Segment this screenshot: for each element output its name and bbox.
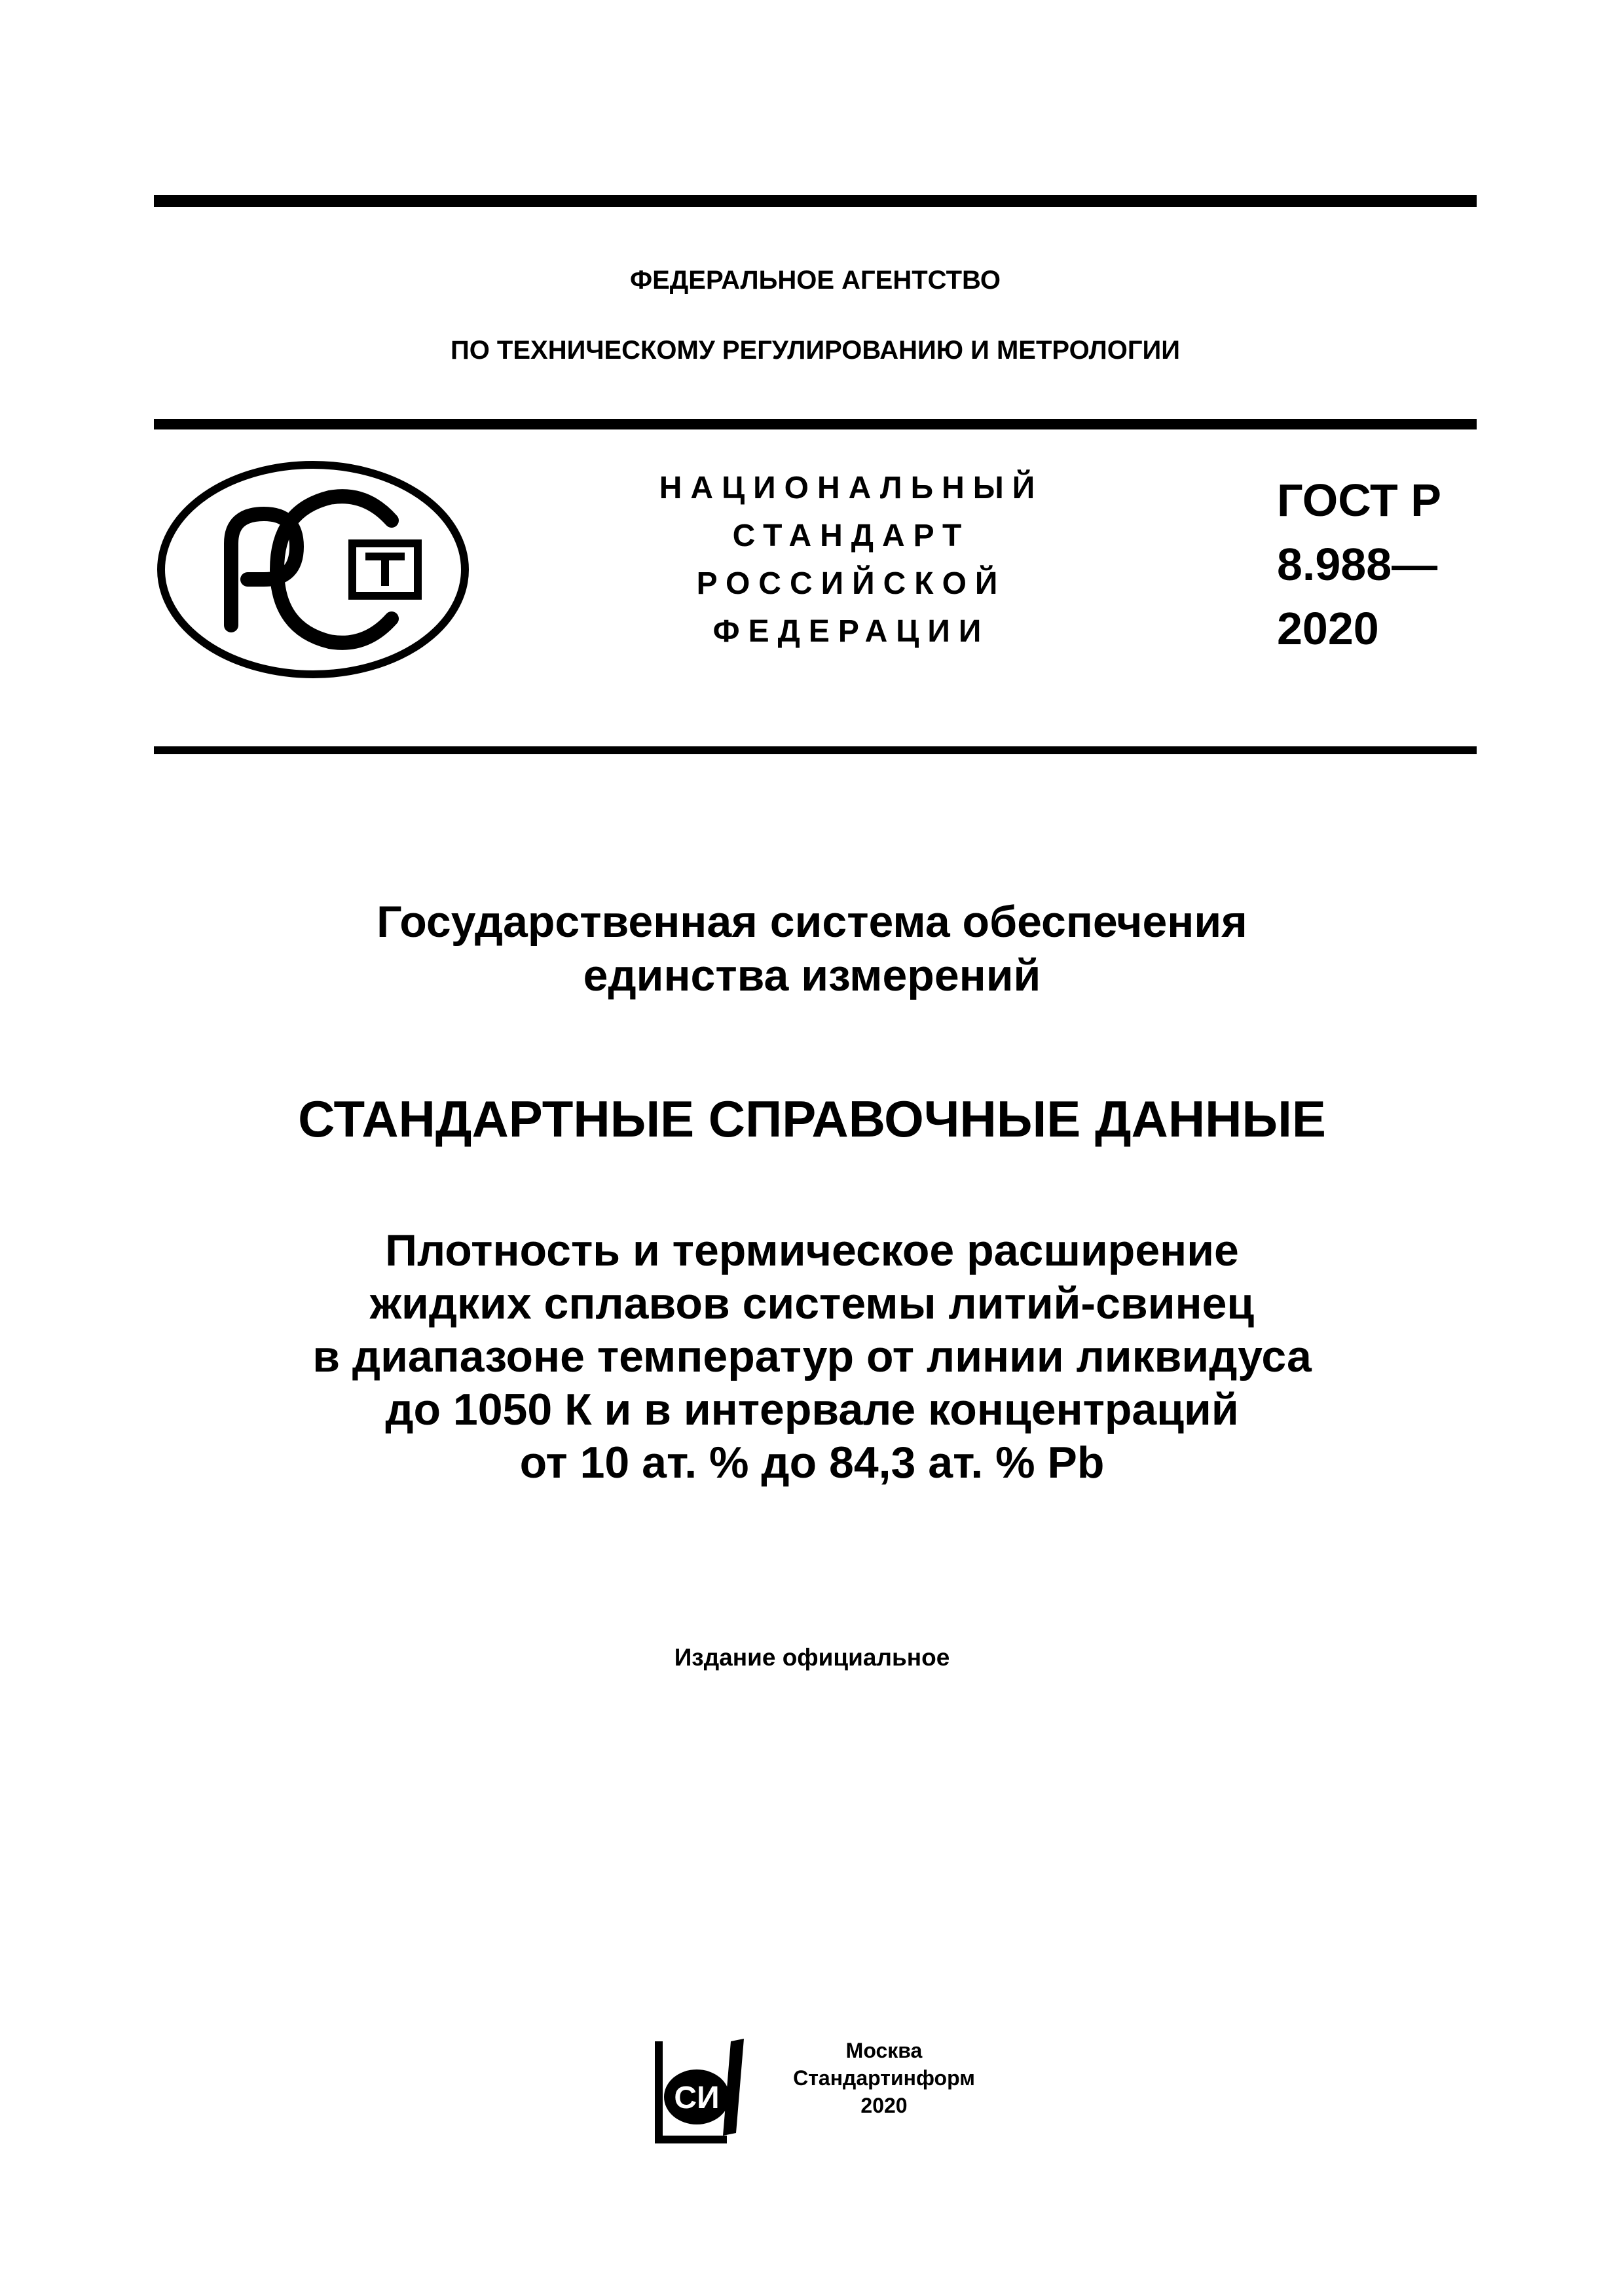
designation-line-2: 8.988— — [1277, 539, 1438, 590]
system-title-line-1: Государственная система обеспечения — [377, 897, 1247, 947]
agency-line-2: ПО ТЕХНИЧЕСКОМУ РЕГУЛИРОВАНИЮ И МЕТРОЛОГИИ — [450, 336, 1181, 365]
designation-line-3: 2020 — [1277, 603, 1379, 654]
subtitle-line-3: в диапазоне температур от линии ликвидуса — [312, 1332, 1312, 1381]
publisher-city: Москва — [845, 2039, 923, 2062]
top-rule — [154, 195, 1477, 207]
designation-line-1: ГОСТ Р — [1277, 475, 1441, 526]
rst-certification-mark-icon — [156, 458, 470, 681]
subtitle-line-2: жидких сплавов системы литий-свинец — [369, 1279, 1255, 1328]
standard-title: СТАНДАРТНЫЕ СПРАВОЧНЫЕ ДАННЫЕ — [298, 1090, 1326, 1148]
national-standard-line-1: НАЦИОНАЛЬНЫЙ — [659, 471, 1044, 505]
publisher-name: Стандартинформ — [793, 2066, 975, 2090]
national-standard-line-2: СТАНДАРТ — [732, 519, 970, 553]
subtitle-line-5: от 10 ат. % до 84,3 ат. % Pb — [519, 1438, 1105, 1487]
publisher-year: 2020 — [860, 2094, 908, 2117]
subtitle-line-1: Плотность и термическое расширение — [385, 1226, 1239, 1275]
publisher-logo-text: СИ — [674, 2081, 720, 2115]
agency-line-1: ФЕДЕРАЛЬНОЕ АГЕНТСТВО — [629, 266, 1001, 295]
designation-rule — [154, 746, 1477, 754]
system-title-line-2: единства измерений — [583, 951, 1041, 1000]
header-rule — [154, 419, 1477, 429]
subtitle-line-4: до 1050 К и в интервале концентраций — [385, 1385, 1239, 1434]
edition-label: Издание официальное — [674, 1644, 950, 1671]
national-standard-line-4: ФЕДЕРАЦИИ — [712, 614, 990, 649]
standartinform-logo-icon — [652, 2035, 750, 2146]
national-standard-line-3: РОССИЙСКОЙ — [696, 566, 1006, 601]
